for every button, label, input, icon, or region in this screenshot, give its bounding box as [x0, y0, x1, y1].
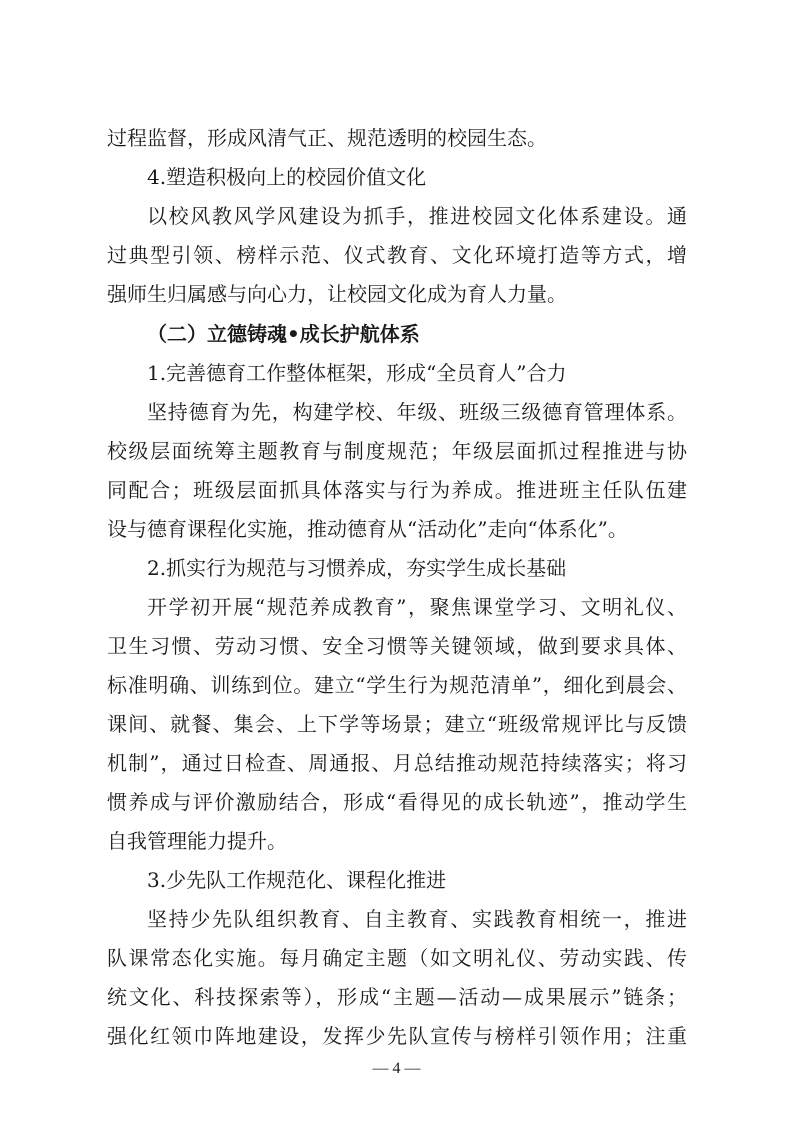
- paragraph-line: 机制”，通过日检查、周通报、月总结推动规范持续落实；将习: [107, 751, 687, 775]
- paragraph-line: 设与德育课程化实施，推动德育从“活动化”走向“体系化”。: [107, 517, 628, 541]
- subheading-3: 3.少先队工作规范化、课程化推进: [147, 868, 447, 892]
- section-heading: （二）立德铸魂•成长护航体系: [147, 322, 420, 346]
- paragraph-line: 课间、就餐、集会、上下学等场景；建立“班级常规评比与反馈: [107, 712, 687, 736]
- subheading-1: 1.完善德育工作整体框架，形成“全员育人”合力: [147, 361, 567, 385]
- paragraph-line: 开学初开展“规范养成教育”，聚焦课堂学习、文明礼仪、: [147, 595, 687, 619]
- paragraph-line: 队课常态化实施。每月确定主题（如文明礼仪、劳动实践、传: [107, 946, 687, 970]
- paragraph-line: 同配合；班级层面抓具体落实与行为养成。推进班主任队伍建: [107, 478, 687, 502]
- subheading-4: 4.塑造积极向上的校园价值文化: [147, 165, 427, 189]
- paragraph-line: 标准明确、训练到位。建立“学生行为规范清单”，细化到晨会、: [107, 673, 687, 697]
- paragraph-line: 强化红领巾阵地建设，发挥少先队宣传与榜样引领作用；注重: [107, 1024, 687, 1048]
- paragraph-line: 自我管理能力提升。: [107, 829, 287, 853]
- paragraph-line: 以校风教风学风建设为抓手，推进校园文化体系建设。通: [147, 204, 687, 228]
- paragraph-line: 坚持德育为先，构建学校、年级、班级三级德育管理体系。: [147, 400, 687, 424]
- subheading-2: 2.抓实行为规范与习惯养成，夯实学生成长基础: [147, 556, 567, 580]
- paragraph-line: 强师生归属感与向心力，让校园文化成为育人力量。: [107, 282, 567, 306]
- paragraph-line: 过典型引领、榜样示范、仪式教育、文化环境打造等方式，增: [107, 243, 687, 267]
- paragraph-line: 惯养成与评价激励结合，形成“看得见的成长轨迹”，推动学生: [107, 790, 687, 814]
- paragraph-line: 卫生习惯、劳动习惯、安全习惯等关键领域，做到要求具体、: [107, 634, 687, 658]
- page-number: — 4 —: [372, 1060, 421, 1077]
- paragraph-line: 统文化、科技探索等），形成“主题—活动—成果展示”链条；: [107, 985, 687, 1009]
- paragraph-line: 坚持少先队组织教育、自主教育、实践教育相统一，推进: [147, 907, 687, 931]
- paragraph-line: 过程监督，形成风清气正、规范透明的校园生态。: [107, 126, 547, 150]
- paragraph-line: 校级层面统筹主题教育与制度规范；年级层面抓过程推进与协: [107, 439, 687, 463]
